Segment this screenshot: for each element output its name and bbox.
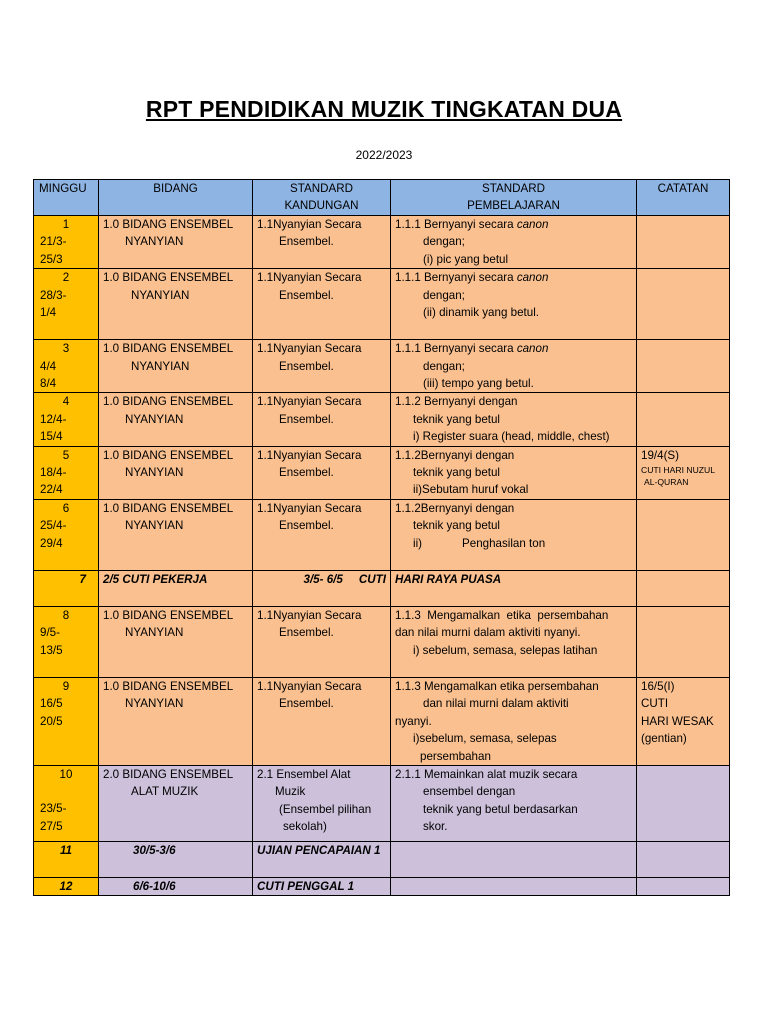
week-number: 12 [34, 877, 99, 895]
week-date: 29/4 [40, 536, 63, 550]
week-number: 2 [62, 271, 70, 285]
catatan-line: 16/5(I) [641, 679, 675, 693]
bidang-line: NYANYIAN [125, 626, 184, 640]
week-cell [34, 677, 99, 765]
bidang-cell [99, 269, 253, 340]
catatan-line: CUTI HARI NUZUL [641, 465, 716, 476]
bidang-line: NYANYIAN [125, 466, 184, 480]
sk-cell [253, 269, 391, 340]
sp-line: dengan; [423, 235, 465, 249]
sk-cell [253, 765, 391, 841]
week-cell [34, 765, 99, 841]
holiday-sp: HARI RAYA PUASA [391, 570, 637, 606]
table-row [34, 499, 730, 570]
sk-line: 1.1Nyanyian Secara [257, 342, 362, 356]
week-number: 4 [62, 395, 70, 409]
bidang-line: 2.0 BIDANG ENSEMBEL [103, 767, 234, 781]
sp-line: 1.1.3 Mengamalkan etika persembahan [395, 679, 599, 693]
week-date: 9/5- [40, 626, 60, 640]
table-row-break [34, 877, 730, 895]
week-date: 13/5 [40, 643, 63, 657]
sp-cell [391, 677, 637, 765]
week-cell [34, 393, 99, 446]
catatan-line: 19/4(S) [641, 448, 680, 462]
week-date: 22/4 [40, 483, 63, 497]
sk-line: Ensembel. [279, 519, 334, 533]
sp-line: dengan; [423, 288, 465, 302]
sp-line: ensembel dengan [423, 785, 516, 799]
sp-italic: canon [516, 342, 549, 356]
sk-line: 1.1Nyanyian Secara [257, 395, 362, 409]
sp-line: i) sebelum, semasa, selepas latihan [413, 643, 598, 657]
sp-line: 1.1.2Bernyanyi dengan [395, 501, 515, 515]
week-number: 9 [62, 679, 70, 693]
bidang-line: 1.0 BIDANG ENSEMBEL [103, 679, 234, 693]
sp-line: dengan; [423, 359, 465, 373]
week-number: 3 [62, 342, 70, 356]
week-number: 10 [59, 767, 73, 781]
week-cell [34, 340, 99, 393]
sk-line: Ensembel. [279, 359, 334, 373]
sk-cell [253, 393, 391, 446]
week-date: 15/4 [40, 430, 63, 444]
catatan-line: CUTI [641, 697, 669, 711]
bidang-cell [99, 606, 253, 677]
sk-line: (Ensembel pilihan [279, 802, 372, 816]
week-number: 6 [62, 501, 70, 515]
week-date: 16/5 [40, 697, 63, 711]
sp-line: Penghasilan ton [462, 536, 546, 550]
sp-cell [391, 877, 637, 895]
sk-line: 1.1Nyanyian Secara [257, 448, 362, 462]
table-row [34, 393, 730, 446]
table-row [34, 606, 730, 677]
sp-cell [391, 841, 637, 877]
week-cell [34, 269, 99, 340]
sp-cell [391, 765, 637, 841]
catatan-cell [637, 841, 730, 877]
catatan-cell [637, 499, 730, 570]
catatan-cell [637, 570, 730, 606]
week-cell [34, 446, 99, 499]
sk-line: Ensembel. [279, 288, 334, 302]
sk-line: sekolah) [283, 820, 327, 834]
catatan-line: AL-QURAN [644, 477, 689, 488]
header-catatan: CATATAN [637, 180, 730, 216]
header-sk-line1: STANDARD [290, 182, 353, 195]
header-standard-kandungan [253, 180, 391, 216]
sk-line: Muzik [275, 785, 306, 799]
catatan-line: (gentian) [641, 732, 687, 746]
bidang-line: NYANYIAN [125, 519, 184, 533]
bidang-line: NYANYIAN [125, 235, 184, 249]
sp-line: i) Register suara (head, middle, chest) [413, 430, 610, 444]
week-date: 1/4 [40, 306, 57, 320]
bidang-line: 1.0 BIDANG ENSEMBEL [103, 271, 234, 285]
week-date: 12/4- [40, 412, 67, 426]
sp-line: dan nilai murni dalam aktiviti [423, 697, 569, 711]
bidang-cell [99, 677, 253, 765]
header-sp-line1: STANDARD [482, 182, 545, 195]
break-label: CUTI PENGGAL 1 [253, 877, 391, 895]
week-cell [34, 216, 99, 269]
bidang-line: 1.0 BIDANG ENSEMBEL [103, 342, 234, 356]
sp-cell [391, 393, 637, 446]
sp-line: nyanyi. [395, 714, 432, 728]
catatan-cell [637, 393, 730, 446]
exam-label: UJIAN PENCAPAIAN 1 [253, 841, 391, 877]
sk-cell [253, 446, 391, 499]
academic-year: 2022/2023 [355, 148, 413, 162]
table-row [34, 765, 730, 841]
sp-line: 2.1.1 Memainkan alat muzik secara [395, 767, 578, 781]
catatan-cell [637, 765, 730, 841]
catatan-cell [637, 877, 730, 895]
sp-line: persembahan [420, 749, 491, 763]
week-number: 8 [62, 608, 70, 622]
bidang-cell [99, 499, 253, 570]
sp-italic: canon [516, 271, 549, 285]
sp-line: 1.1.1 Bernyanyi secara [395, 218, 517, 231]
sp-line: (ii) dinamik yang betul. [423, 306, 539, 320]
header-minggu: MINGGU [34, 180, 99, 216]
sk-cell [253, 216, 391, 269]
table-row-exam [34, 841, 730, 877]
table-row [34, 216, 730, 269]
sk-cell [253, 340, 391, 393]
sk-line: 1.1Nyanyian Secara [257, 608, 362, 622]
sp-line: 1.1.2Bernyanyi dengan [395, 448, 515, 462]
bidang-line: 1.0 BIDANG ENSEMBEL [103, 608, 234, 622]
sk-line: Ensembel. [279, 412, 334, 426]
catatan-cell [637, 446, 730, 499]
week-cell [34, 606, 99, 677]
bidang-cell [99, 393, 253, 446]
sk-cell [253, 677, 391, 765]
sp-cell [391, 216, 637, 269]
week-date: 25/4- [40, 519, 67, 533]
bidang-line: 1.0 BIDANG ENSEMBEL [103, 395, 234, 409]
sp-cell [391, 606, 637, 677]
sp-line: teknik yang betul berdasarkan [423, 802, 578, 816]
bidang-line: 1.0 BIDANG ENSEMBEL [103, 501, 234, 515]
week-number: 5 [62, 448, 70, 462]
week-date: 8/4 [40, 377, 57, 391]
sp-line: dan nilai murni dalam aktiviti nyanyi. [395, 626, 581, 640]
sp-line: skor. [423, 820, 448, 834]
week-number: 7 [34, 570, 99, 606]
sk-line: Ensembel. [279, 697, 334, 711]
sp-line: teknik yang betul [413, 519, 501, 533]
sp-line: ii)Sebutam huruf vokal [413, 483, 529, 497]
sk-line: 1.1Nyanyian Secara [257, 501, 362, 515]
catatan-cell [637, 269, 730, 340]
sp-cell [391, 269, 637, 340]
exam-dates: 30/5-3/6 [99, 841, 253, 877]
week-date: 18/4- [40, 466, 67, 480]
sp-line: 1.1.1 Bernyanyi secara [395, 271, 517, 285]
sp-line: (iii) tempo yang betul. [423, 377, 534, 391]
bidang-line: ALAT MUZIK [131, 785, 199, 799]
catatan-cell [637, 606, 730, 677]
sk-line: Ensembel. [279, 626, 334, 640]
catatan-cell [637, 216, 730, 269]
sk-line: 1.1Nyanyian Secara [257, 218, 362, 231]
sp-line: 1.1.1 Bernyanyi secara [395, 342, 517, 356]
sp-line: ii) [413, 536, 423, 550]
bidang-line: NYANYIAN [131, 359, 190, 373]
table-row [34, 446, 730, 499]
week-number: 1 [62, 218, 70, 231]
sp-line: teknik yang betul [413, 412, 501, 426]
sk-line: Ensembel. [279, 466, 334, 480]
table-row [34, 677, 730, 765]
table-row [34, 269, 730, 340]
sp-line: teknik yang betul [413, 466, 501, 480]
sk-cell [253, 499, 391, 570]
bidang-cell [99, 765, 253, 841]
bidang-line: NYANYIAN [125, 697, 184, 711]
week-date: 20/5 [40, 714, 63, 728]
table-row-holiday [34, 570, 730, 606]
week-date: 4/4 [40, 359, 57, 373]
header-standard-pembelajaran [391, 180, 637, 216]
holiday-bidang: 2/5 CUTI PEKERJA [99, 570, 253, 606]
bidang-line: 1.0 BIDANG ENSEMBEL [103, 218, 234, 231]
sp-line: i)sebelum, semasa, selepas [413, 732, 557, 746]
sp-cell [391, 446, 637, 499]
sk-line: 1.1Nyanyian Secara [257, 271, 362, 285]
week-date: 28/3- [40, 288, 67, 302]
week-number: 11 [34, 841, 99, 877]
bidang-line: NYANYIAN [125, 412, 184, 426]
table-header-row [34, 180, 730, 216]
rpt-table [33, 179, 730, 896]
bidang-cell [99, 446, 253, 499]
catatan-cell [637, 677, 730, 765]
sp-line: 1.1.3 Mengamalkan etika persembahan [395, 608, 609, 622]
header-sk-line2: KANDUNGAN [284, 199, 359, 213]
bidang-line: 1.0 BIDANG ENSEMBEL [103, 448, 234, 462]
bidang-cell [99, 216, 253, 269]
sp-line: (i) pic yang betul [423, 252, 509, 266]
week-cell [34, 499, 99, 570]
catatan-line: HARI WESAK [641, 714, 714, 728]
sk-line: 1.1Nyanyian Secara [257, 679, 362, 693]
header-sp-line2: PEMBELAJARAN [467, 199, 560, 213]
sk-cell [253, 606, 391, 677]
sk-line: Ensembel. [279, 235, 334, 249]
sp-cell [391, 499, 637, 570]
bidang-cell [99, 340, 253, 393]
holiday-sk: 3/5- 6/5 CUTI [253, 570, 391, 606]
week-date: 23/5- [40, 802, 67, 816]
document-title: RPT PENDIDIKAN MUZIK TINGKATAN DUA [145, 96, 623, 122]
week-date: 21/3- [40, 235, 67, 249]
table-row [34, 340, 730, 393]
bidang-line: NYANYIAN [131, 288, 190, 302]
break-dates: 6/6-10/6 [99, 877, 253, 895]
week-date: 25/3 [40, 252, 63, 266]
week-date: 27/5 [40, 819, 63, 833]
header-bidang: BIDANG [99, 180, 253, 216]
sp-cell [391, 340, 637, 393]
sp-italic: canon [516, 218, 549, 231]
catatan-cell [637, 340, 730, 393]
sk-line: 2.1 Ensembel Alat [257, 767, 351, 781]
sp-line: 1.1.2 Bernyanyi dengan [395, 395, 518, 409]
